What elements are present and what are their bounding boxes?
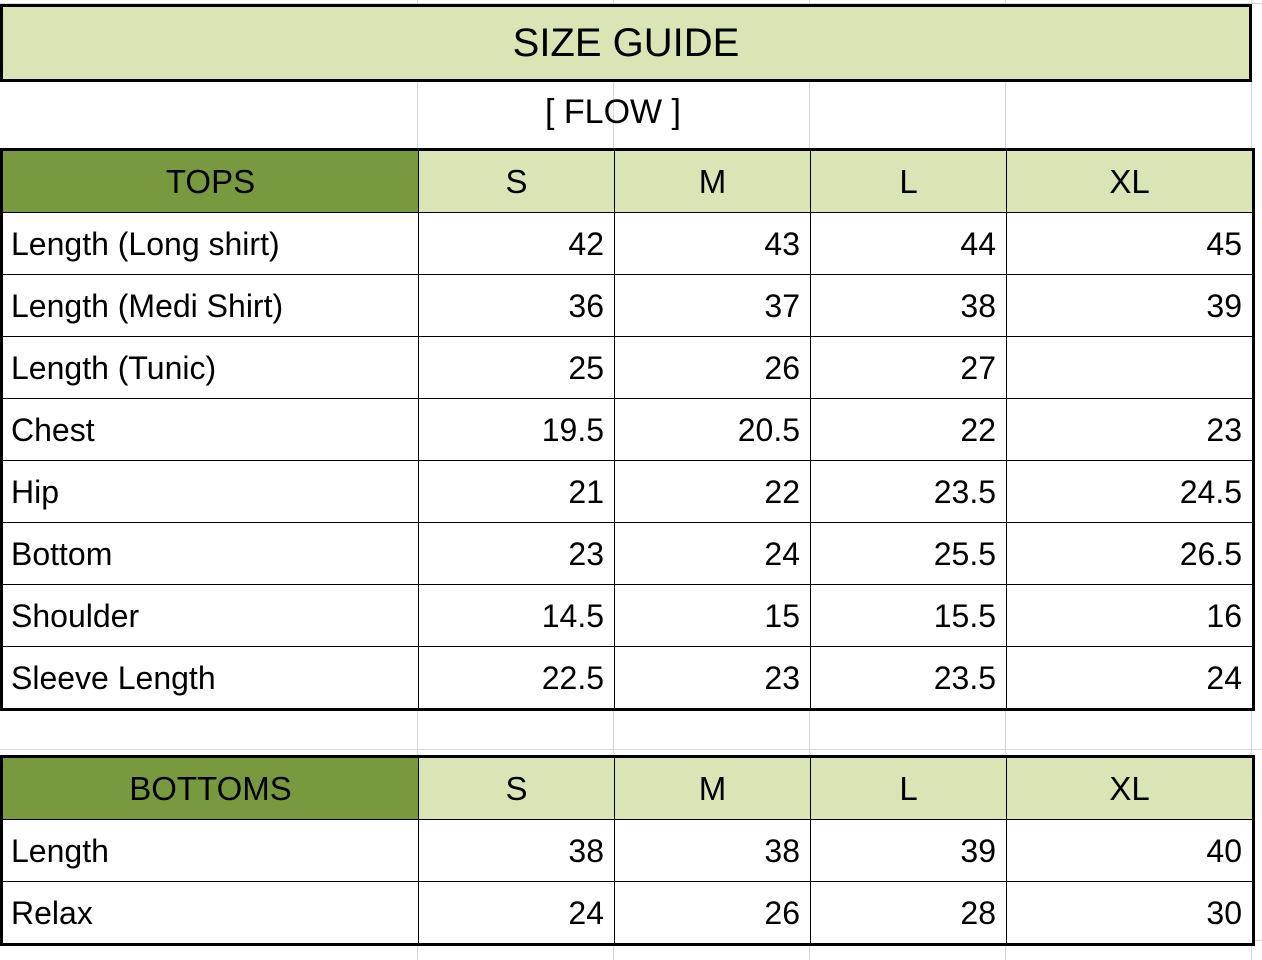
bottoms-cell-value: 28 — [811, 882, 1007, 945]
tops-cell-value: 24 — [1007, 647, 1254, 710]
tops-cell-value: 23.5 — [811, 461, 1007, 523]
tops-cell-value: 20.5 — [615, 399, 811, 461]
bottoms-header-row — [2, 757, 1254, 820]
table-row — [0, 84, 1252, 140]
tops-header-label: TOPS — [2, 150, 419, 213]
tops-header-size-xl: XL — [1007, 150, 1254, 213]
bottoms-row-label: Relax — [2, 882, 419, 945]
table-row — [2, 399, 1254, 461]
tops-cell-value: 15 — [615, 585, 811, 647]
table-row — [2, 585, 1254, 647]
table-row — [2, 882, 1254, 945]
tops-cell-value: 24.5 — [1007, 461, 1254, 523]
tops-cell-value: 43 — [615, 213, 811, 275]
table-row — [2, 6, 1251, 81]
tops-cell-value: 23 — [615, 647, 811, 710]
bottoms-header-label: BOTTOMS — [2, 757, 419, 820]
tops-row-label: Bottom — [2, 523, 419, 585]
tops-row-label: Length (Long shirt) — [2, 213, 419, 275]
table-row — [2, 820, 1254, 882]
table-row — [2, 523, 1254, 585]
bottoms-cell-value: 24 — [419, 882, 615, 945]
tops-cell-value: 44 — [811, 213, 1007, 275]
tops-cell-value: 24 — [615, 523, 811, 585]
bottoms-cell-value: 26 — [615, 882, 811, 945]
bottoms-size-table — [0, 755, 1255, 946]
tops-cell-value: 25.5 — [811, 523, 1007, 585]
tops-row-label: Hip — [2, 461, 419, 523]
tops-header-size-s: S — [419, 150, 615, 213]
brand-name: [ FLOW ] — [545, 93, 681, 131]
gridline-row-gap — [0, 749, 1262, 750]
title-table — [0, 4, 1252, 82]
tops-cell-value: 16 — [1007, 585, 1254, 647]
tops-size-table — [0, 148, 1255, 711]
tops-cell-value: 15.5 — [811, 585, 1007, 647]
tops-cell-value: 23 — [419, 523, 615, 585]
tops-cell-value: 37 — [615, 275, 811, 337]
brand-spacer-cell-2 — [809, 84, 1005, 140]
tops-cell-value: 42 — [419, 213, 615, 275]
table-row — [2, 213, 1254, 275]
tops-cell-value: 22 — [811, 399, 1007, 461]
bottoms-cell-value: 39 — [811, 820, 1007, 882]
tops-cell-value: 26 — [615, 337, 811, 399]
tops-cell-value: 26.5 — [1007, 523, 1254, 585]
tops-cell-value: 38 — [811, 275, 1007, 337]
brand-table — [0, 84, 1252, 140]
tops-cell-value: 23.5 — [811, 647, 1007, 710]
bottoms-header-size-l: L — [811, 757, 1007, 820]
table-row — [2, 275, 1254, 337]
tops-row-label: Length (Medi Shirt) — [2, 275, 419, 337]
tops-header-size-m: M — [615, 150, 811, 213]
tops-cell-value: 14.5 — [419, 585, 615, 647]
tops-header-size-l: L — [811, 150, 1007, 213]
tops-cell-value-empty — [1007, 337, 1254, 399]
tops-row-label: Length (Tunic) — [2, 337, 419, 399]
page-title: SIZE GUIDE — [2, 6, 1251, 81]
table-row — [2, 337, 1254, 399]
bottoms-row-label: Length — [2, 820, 419, 882]
tops-cell-value: 19.5 — [419, 399, 615, 461]
tops-header-row — [2, 150, 1254, 213]
tops-cell-value: 21 — [419, 461, 615, 523]
bottoms-cell-value: 30 — [1007, 882, 1254, 945]
tops-row-label: Shoulder — [2, 585, 419, 647]
brand-spacer-cell-3 — [1005, 84, 1252, 140]
table-row — [2, 461, 1254, 523]
bottoms-header-size-xl: XL — [1007, 757, 1254, 820]
bottoms-cell-value: 38 — [615, 820, 811, 882]
tops-row-label: Sleeve Length — [2, 647, 419, 710]
bottoms-header-size-m: M — [615, 757, 811, 820]
tops-row-label: Chest — [2, 399, 419, 461]
tops-cell-value: 25 — [419, 337, 615, 399]
tops-cell-value: 22.5 — [419, 647, 615, 710]
tops-cell-value: 27 — [811, 337, 1007, 399]
bottoms-cell-value: 40 — [1007, 820, 1254, 882]
tops-cell-value: 22 — [615, 461, 811, 523]
tops-cell-value: 36 — [419, 275, 615, 337]
tops-cell-value: 45 — [1007, 213, 1254, 275]
brand-spacer-cell — [0, 84, 417, 140]
bottoms-cell-value: 38 — [419, 820, 615, 882]
table-row — [2, 647, 1254, 710]
tops-cell-value: 23 — [1007, 399, 1254, 461]
tops-cell-value: 39 — [1007, 275, 1254, 337]
bottoms-header-size-s: S — [419, 757, 615, 820]
